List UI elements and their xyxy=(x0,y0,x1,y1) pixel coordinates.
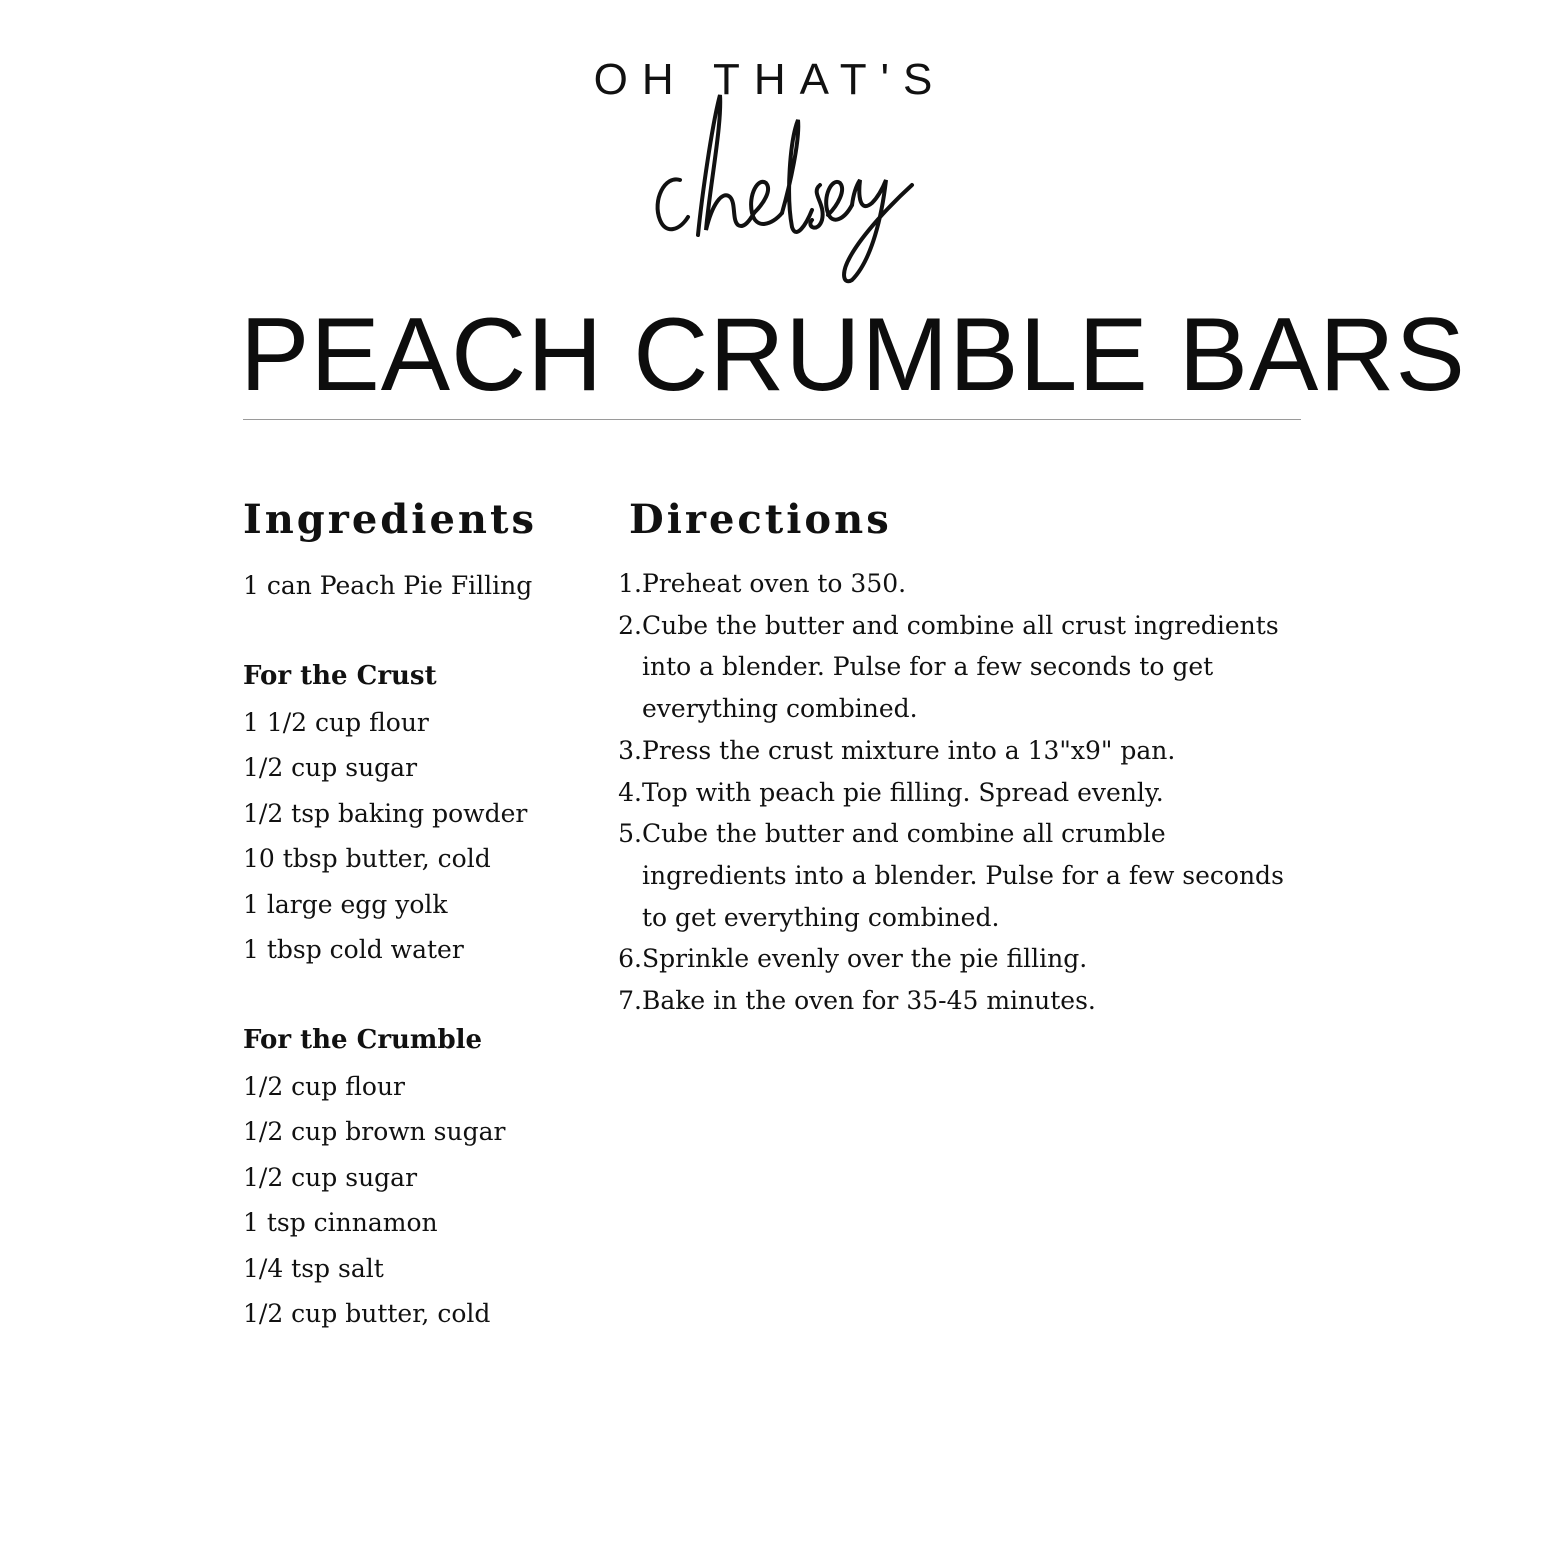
ingredients-section xyxy=(243,495,603,1337)
step-text: Cube the butter and combine all crumble ingredients into a blender. Pulse for a few seconds to get everything combined. xyxy=(642,819,1284,932)
direction-step xyxy=(612,813,1302,938)
ingredient-item: 1/2 cup butter, cold xyxy=(243,1299,491,1328)
step-text: Preheat oven to 350. xyxy=(642,569,907,598)
step-number: 3. xyxy=(618,735,642,765)
ingredient-item: 1 1/2 cup flour xyxy=(243,707,429,737)
step-number: 7. xyxy=(618,986,642,1016)
crumble-subheading: For the Crumble xyxy=(243,1025,483,1055)
spacer xyxy=(243,609,603,655)
step-number: 2. xyxy=(618,610,642,640)
step-text: Cube the butter and combine all crust ingredients into a blender. Pulse for a few seconds to get everything combined. xyxy=(642,610,1279,724)
ingredient-item: 1/2 cup sugar xyxy=(243,753,418,782)
ingredient-item: 1 can Peach Pie Filling xyxy=(243,571,533,600)
step-number: 1. xyxy=(618,569,642,598)
directions-section xyxy=(612,495,1302,1022)
ingredient-item: 1 large egg yolk xyxy=(243,889,448,919)
ingredient-item: 10 tbsp butter, cold xyxy=(243,844,491,873)
direction-step xyxy=(612,980,1302,1022)
recipe-title: PEACH CRUMBLE BARS xyxy=(240,297,1466,413)
step-text: Top with peach pie filling. Spread evenly. xyxy=(642,777,1164,807)
direction-step xyxy=(612,730,1302,772)
spacer xyxy=(243,973,603,1019)
ingredient-item: 1/4 tsp salt xyxy=(243,1253,384,1283)
direction-step xyxy=(612,938,1302,980)
directions-list xyxy=(612,563,1302,1022)
direction-step xyxy=(612,563,1302,605)
direction-step xyxy=(612,772,1302,814)
logo-script-signature xyxy=(640,85,920,285)
ingredient-item: 1/2 tsp baking powder xyxy=(243,798,528,828)
crust-subheading: For the Crust xyxy=(243,661,437,691)
step-number: 5. xyxy=(618,819,642,849)
ingredient-item: 1/2 cup flour xyxy=(243,1071,406,1101)
step-text: Press the crust mixture into a 13"x9" pan. xyxy=(642,735,1176,765)
step-number: 4. xyxy=(618,777,642,807)
ingredients-heading: Ingredients xyxy=(243,496,537,543)
brand-logo xyxy=(560,55,980,285)
ingredient-item: 1/2 cup brown sugar xyxy=(243,1117,506,1146)
directions-heading: Directions xyxy=(629,496,892,543)
ingredient-item: 1 tbsp cold water xyxy=(243,935,464,964)
step-text: Bake in the oven for 35-45 minutes. xyxy=(642,986,1096,1016)
direction-step xyxy=(612,605,1302,730)
logo-top-text: OH THAT'S xyxy=(593,55,947,104)
ingredient-item: 1/2 cup sugar xyxy=(243,1162,418,1192)
step-number: 6. xyxy=(618,944,642,974)
ingredients-list xyxy=(243,563,603,1337)
ingredient-item: 1 tsp cinnamon xyxy=(243,1208,438,1237)
title-divider xyxy=(243,419,1301,420)
step-text: Sprinkle evenly over the pie filling. xyxy=(642,944,1088,974)
